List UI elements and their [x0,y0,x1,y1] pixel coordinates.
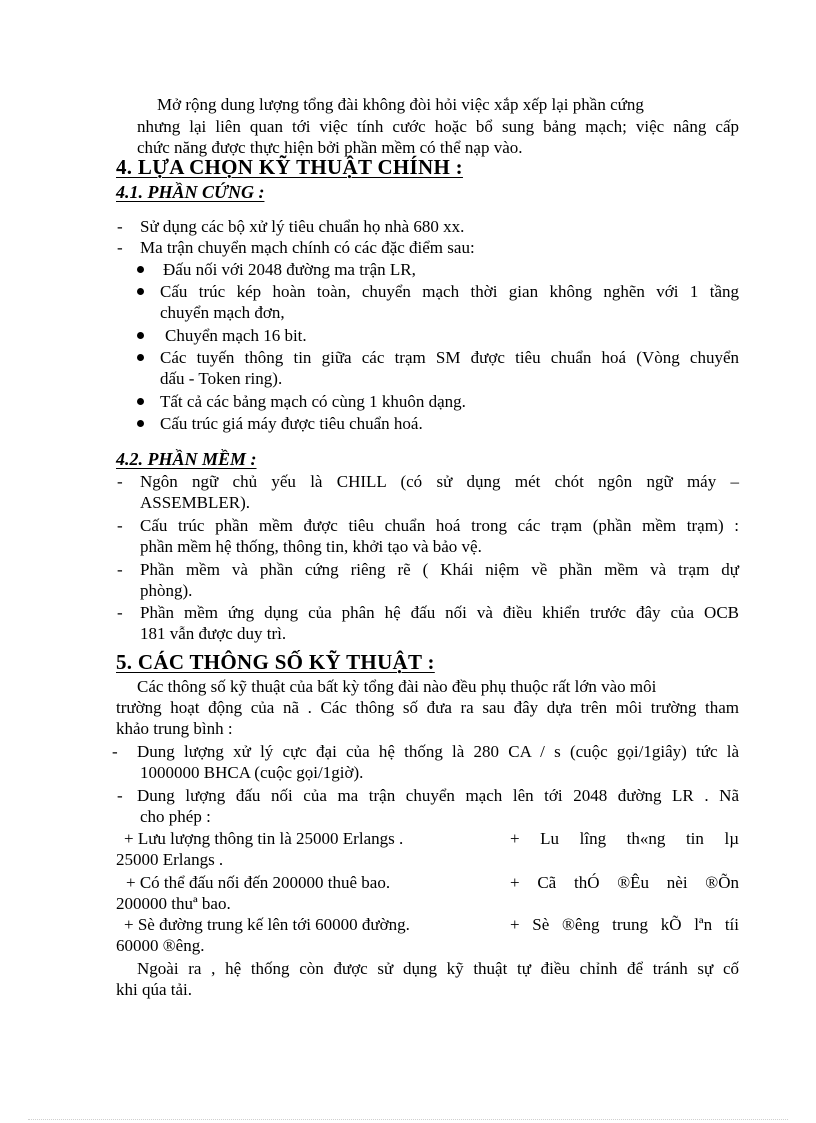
dash-marker: - [112,742,118,761]
closing-line-1: Ngoài ra , hệ thống còn được sử dụng kỹ thuật tự điều chỉnh để tránh sự cố [137,959,739,978]
sw-item-4-line-1: Phần mềm ứng dụng của phân hệ đấu nối và điều khiển trước đây của OCB [140,603,739,622]
traffic-row-left: + Lưu lượng thông tin là 25000 Erlangs . [124,829,404,848]
hw-item-processors: Sử dụng các bộ xử lý tiêu chuẩn họ nhà 680 xx. [140,217,465,236]
sec5-item-1-line-1: Dung lượng xử lý cực đại của hệ thống là 280 CA / s (cuộc gọi/1giây) tức là [137,742,739,761]
section-5-heading: 5. CÁC THÔNG SỐ KỸ THUẬT : [116,650,435,674]
subscriber-row-left: + Có thể đấu nối đến 200000 thuê bao. [126,873,391,892]
hw-bullet-2-line-2: chuyển mạch đơn, [160,303,285,322]
intro-line-1: Mở rộng dung lượng tổng đài không đòi hỏi việc xắp xếp lại phần cứng [157,95,644,114]
sw-item-2-line-1: Cấu trúc phần mềm được tiêu chuẩn hoá trong các trạm (phần mềm trạm) : [140,516,739,535]
traffic-row-right: + Lu lîng th«ng tin lµ [510,829,739,848]
subscriber-row-right: + Cã thÓ ®Êu nèi ®Õn [510,873,739,892]
hw-bullet-1: Đấu nối với 2048 đường ma trận LR, [163,260,416,279]
hw-item-matrix: Ma trận chuyển mạch chính có các đặc điểm sau: [140,238,475,257]
subscriber-row-continuation: 200000 thuª bao. [116,894,231,913]
trunk-row-left: + Sè đường trung kế lên tới 60000 đường. [124,915,410,934]
sw-item-3-line-1: Phần mềm và phần cứng riêng rẽ ( Khái niệm về phần mềm và trạm dự [140,560,739,579]
closing-line-2: khi qúa tải. [116,980,193,999]
section-4-heading: 4. LỰA CHỌN KỸ THUẬT CHÍNH : [116,155,463,179]
hw-bullet-2-line-1: Cấu trúc kép hoàn toàn, chuyển mạch thời gian không nghẽn với 1 tầng [160,282,739,301]
sw-item-3-line-2: phòng). [140,581,193,600]
dash-marker: - [117,516,123,535]
sec5-item-2-line-1: Dung lượng đấu nối của ma trận chuyển mạch lên tới 2048 đường LR . Nã [137,786,739,805]
hw-bullet-4-line-2: dấu - Token ring). [160,369,283,388]
bullet-dot [137,398,144,405]
dash-marker: - [117,238,123,257]
dash-marker: - [117,560,123,579]
section-4-2-heading: 4.2. PHẦN MỀM : [116,449,257,469]
dash-marker: - [117,786,123,805]
dash-marker: - [117,603,123,622]
intro-line-2: nhưng lại liên quan tới việc tính cước hoặc bổ sung bảng mạch; việc nâng cấp [137,117,739,136]
hw-bullet-3: Chuyển mạch 16 bit. [165,326,307,345]
bullet-dot [137,332,144,339]
trunk-row-right: + Sè ®êng trung kÕ lªn tíi [510,915,739,934]
sec5-para-line-1: Các thông số kỹ thuật của bất kỳ tổng đài nào đều phụ thuộc rất lớn vào môi [137,677,657,696]
sec5-item-2-line-2: cho phép : [140,807,211,826]
sw-item-1-line-1: Ngôn ngữ chủ yếu là CHILL (có sử dụng mét chót ngôn ngữ máy – [140,472,739,491]
page-footer-divider [28,1119,788,1120]
sw-item-2-line-2: phần mềm hệ thống, thông tin, khởi tạo và bảo vệ. [140,537,482,556]
hw-bullet-4-line-1: Các tuyến thông tin giữa các trạm SM được tiêu chuẩn hoá (Vòng chuyển [160,348,739,367]
section-4-1-heading: 4.1. PHẦN CỨNG : [116,182,265,202]
sec5-para-line-2: trường hoạt động của nã . Các thông số đưa ra sau đây dựa trên môi trường tham [116,698,739,717]
sw-item-4-line-2: 181 vẫn được duy trì. [140,624,287,643]
trunk-row-continuation: 60000 ®êng. [116,936,205,955]
dash-marker: - [117,472,123,491]
hw-bullet-5: Tất cả các bảng mạch có cùng 1 khuôn dạng. [160,392,466,411]
sec5-para-line-3: khảo trung bình : [116,719,233,738]
bullet-dot [137,288,144,295]
hw-bullet-6: Cấu trúc giá máy được tiêu chuẩn hoá. [160,414,423,433]
dash-marker: - [117,217,123,236]
traffic-row-continuation: 25000 Erlangs . [116,850,224,869]
bullet-dot [137,420,144,427]
bullet-dot [137,266,144,273]
sw-item-1-line-2: ASSEMBLER). [140,493,251,512]
bullet-dot [137,354,144,361]
sec5-item-1-line-2: 1000000 BHCA (cuộc gọi/1giờ). [140,763,364,782]
intro-line-3: chức năng được thực hiện bởi phần mềm có thể nạp vào. [137,138,523,157]
